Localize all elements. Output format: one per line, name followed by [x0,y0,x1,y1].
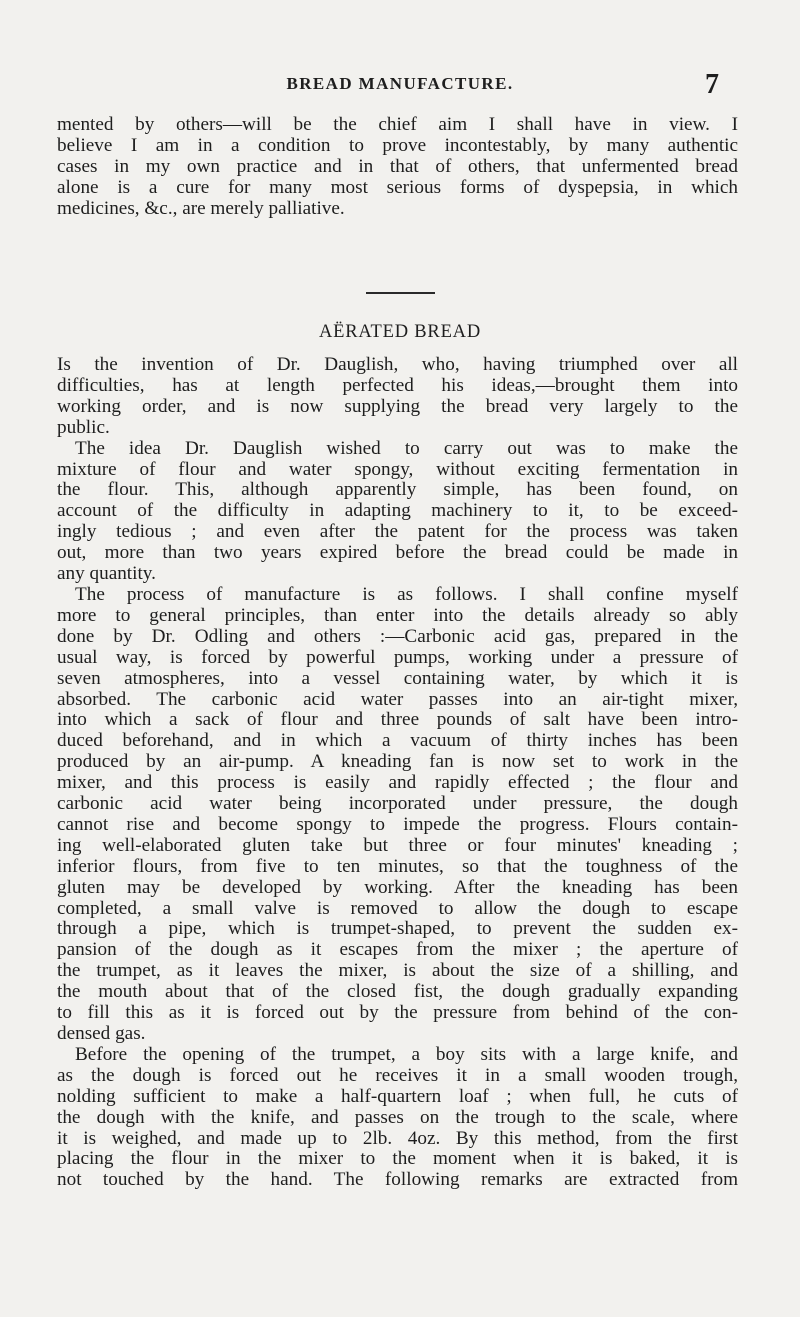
text-line: seven atmospheres, into a vessel containing water, by which it is [57,667,738,689]
text-line: into which a sack of flour and three pounds of salt have been intro- [57,709,738,731]
text-line: the mouth about that of the closed fist, the dough gradually expanding [57,981,738,1003]
page-number: 7 [705,69,719,100]
text-line: public. [57,416,110,438]
text-line: any quantity. [57,563,156,585]
running-title: BREAD MANUFACTURE. [286,74,514,93]
text-line: it is weighed, and made up to 2lb. 4oz. By this method, from the first [57,1127,738,1149]
text-line: ingly tedious ; and even after the patent for the process was taken [57,521,738,543]
text-line: the dough with the knife, and passes on the trough to the scale, where [57,1106,738,1128]
text-line: placing the flour in the mixer to the moment when it is baked, it is [57,1148,738,1170]
text-line: the trumpet, as it leaves the mixer, is about the size of a shilling, and [57,960,738,982]
text-line: not touched by the hand. The following remarks are extracted from [57,1169,738,1191]
text-line: through a pipe, which is trumpet-shaped, to prevent the sudden ex- [57,918,738,940]
text-line: Before the opening of the trumpet, a boy sits with a large knife, and [75,1043,738,1065]
text-line: account of the difficulty in adapting machinery to it, to be exceed- [57,500,738,522]
text-line: medicines, &c., are merely palliative. [57,197,345,219]
text-line: done by Dr. Odling and others :—Carbonic acid gas, prepared in the [57,625,738,647]
text-line: gluten may be developed by working. After the kneading has been [57,876,738,898]
text-line: usual way, is forced by powerful pumps, working under a pressure of [57,646,738,668]
text-line: carbonic acid water being incorporated under pressure, the dough [57,793,738,815]
text-line: to fill this as it is forced out by the pressure from behind of the con- [57,1002,738,1024]
text-line: mented by others—will be the chief aim I shall have in view. I [57,114,738,135]
running-head [0,69,800,100]
text-line: Is the invention of Dr. Dauglish, who, having triumphed over all [57,354,738,375]
text-line: completed, a small valve is removed to allow the dough to escape [57,897,738,919]
text-line: ing well-elaborated gluten take but three or four minutes' kneading ; [57,834,738,856]
text-line: the flour. This, although apparently simple, has been found, on [57,479,738,501]
text-line: pansion of the dough as it escapes from the mixer ; the aperture of [57,939,738,961]
text-line: densed gas. [57,1023,146,1044]
text-line: mixer, and this process is easily and rapidly effected ; the flour and [57,772,738,794]
text-line: produced by an air-pump. A kneading fan is now set to work in the [57,751,738,773]
text-line: nolding sufficient to make a half-quartern loaf ; when full, he cuts of [57,1085,738,1107]
section-heading: AËRATED BREAD [319,322,481,342]
text-line: cases in my own practice and in that of others, that unfermented bread [57,155,738,177]
text-line: more to general principles, than enter into the details already so ably [57,604,738,626]
text-line: out, more than two years expired before the bread could be made in [57,542,738,564]
text-line: difficulties, has at length perfected his ideas,—brought them into [57,374,738,396]
text-line: believe I am in a condition to prove incontestably, by many authentic [57,134,738,156]
section-divider [366,292,435,294]
text-line: duced beforehand, and in which a vacuum of thirty inches has been [57,730,738,752]
text-line: cannot rise and become spongy to impede the progress. Flours contain- [57,813,738,835]
text-line: mixture of flour and water spongy, without exciting fermentation in [57,458,738,480]
text-line: alone is a cure for many most serious forms of dyspepsia, in which [57,176,738,198]
section-body [57,355,738,1191]
text-line: working order, and is now supplying the bread very largely to the [57,395,738,417]
text-line: as the dough is forced out he receives it in a small wooden trough, [57,1064,738,1086]
text-line: The process of manufacture is as follows. I shall confine myself [75,583,738,605]
text-line: The idea Dr. Dauglish wished to carry out was to make the [75,437,738,459]
paragraph-intro [57,115,738,220]
text-line: absorbed. The carbonic acid water passes into an air-tight mixer, [57,688,738,710]
text-line: inferior flours, from five to ten minutes, so that the toughness of the [57,855,738,877]
